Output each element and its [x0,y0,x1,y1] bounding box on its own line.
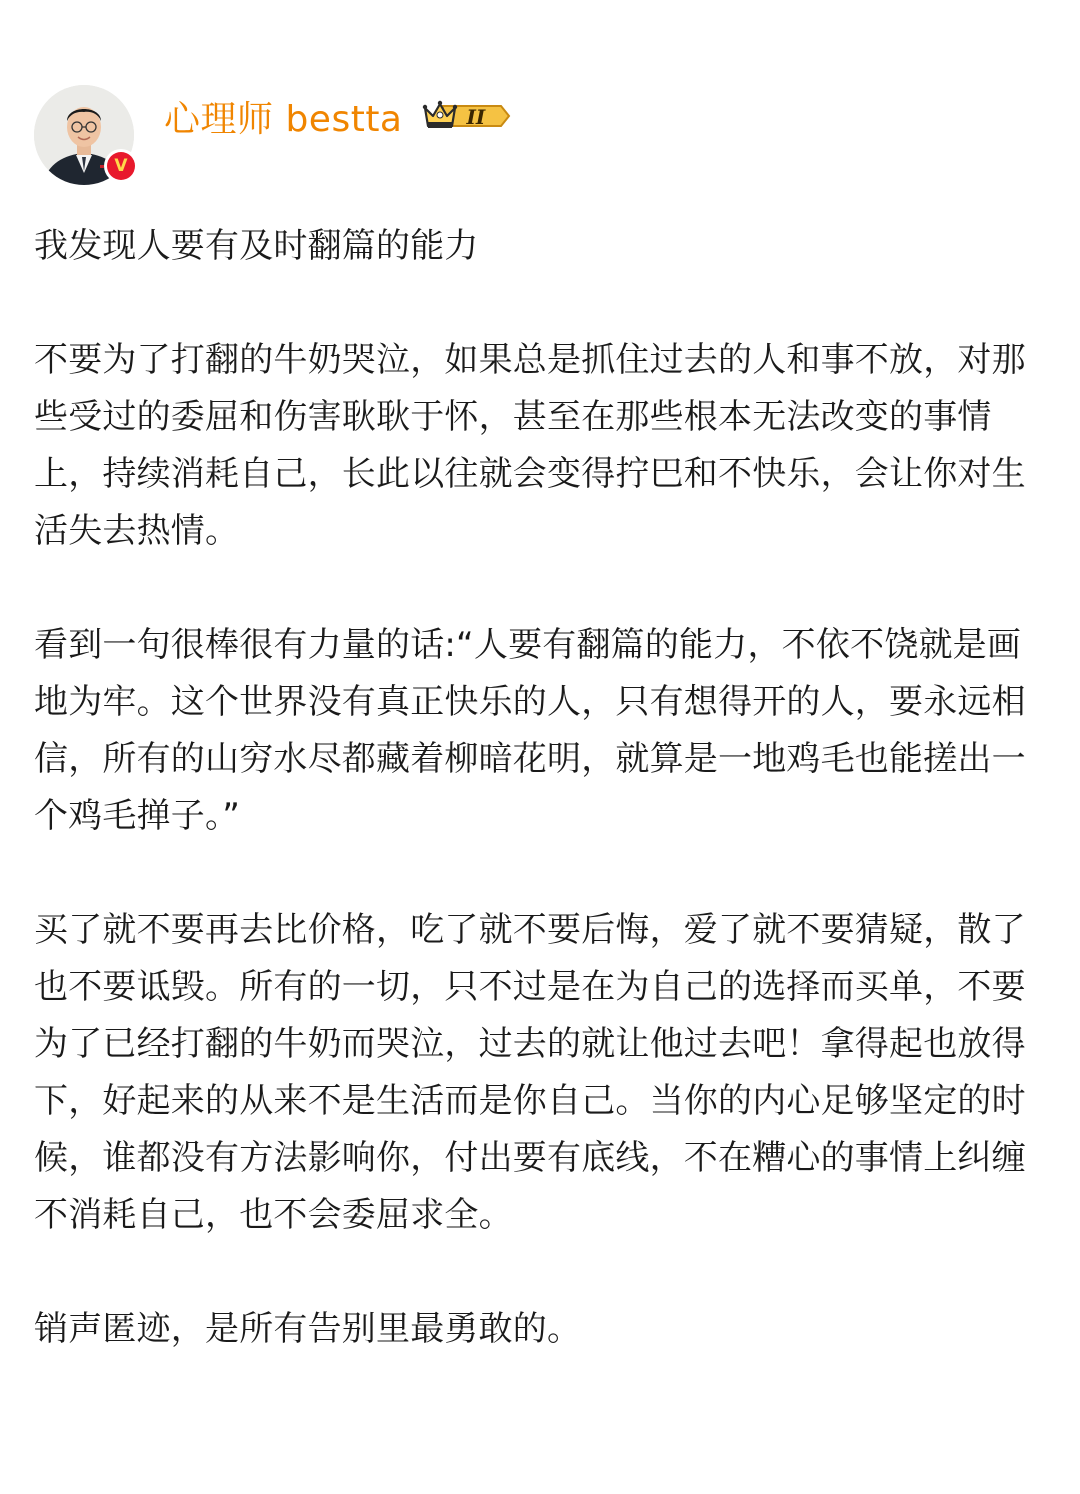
author-name[interactable]: 心理师 bestta [164,98,403,140]
post-paragraph: 买了就不要再去比价格，吃了就不要后悔，爱了就不要猜疑，散了也不要诋毁。所有的一切，只不过是在为自己的选择而买单，不要为了已经打翻的牛奶而哭泣，过去的就让他过去吧！拿得起也放得下，好起来的从来不是生活而是你自己。当你的内心足够坚定的时候，谁都没有方法影响你，付出要有底线，不在糟心的事情上纠缠不消耗自己，也不会委屈求全。 [34,910,1026,1235]
post-paragraph: 不要为了打翻的牛奶哭泣，如果总是抓住过去的人和事不放，对那些受过的委屈和伤害耿耿于怀，甚至在那些根本无法改变的事情上，持续消耗自己，长此以往就会变得拧巴和不快乐，会让你对生活失去热情。 [34,340,1026,551]
post-paragraph: 销声匿迹，是所有告别里最勇敢的。 [34,1309,582,1349]
verified-v-icon: V [107,152,135,180]
post-header [34,85,1044,185]
author-name-row [164,93,485,139]
vip-badge[interactable] [421,96,486,136]
post-paragraph-title: 我发现人要有及时翻篇的能力 [34,226,479,266]
post-paragraph: 看到一句很棒很有力量的话:“人要有翻篇的能力，不依不饶就是画地为牢。这个世界没有真正快乐的人，只有想得开的人，要永远相信，所有的山穷水尽都藏着柳暗花明，就算是一地鸡毛也能搓出一个鸡毛掸子。” [34,625,1026,836]
verified-badge [104,149,138,183]
author-avatar-wrap[interactable] [34,85,134,185]
vip-level-label: II [466,105,486,129]
post-content [34,218,1034,1415]
